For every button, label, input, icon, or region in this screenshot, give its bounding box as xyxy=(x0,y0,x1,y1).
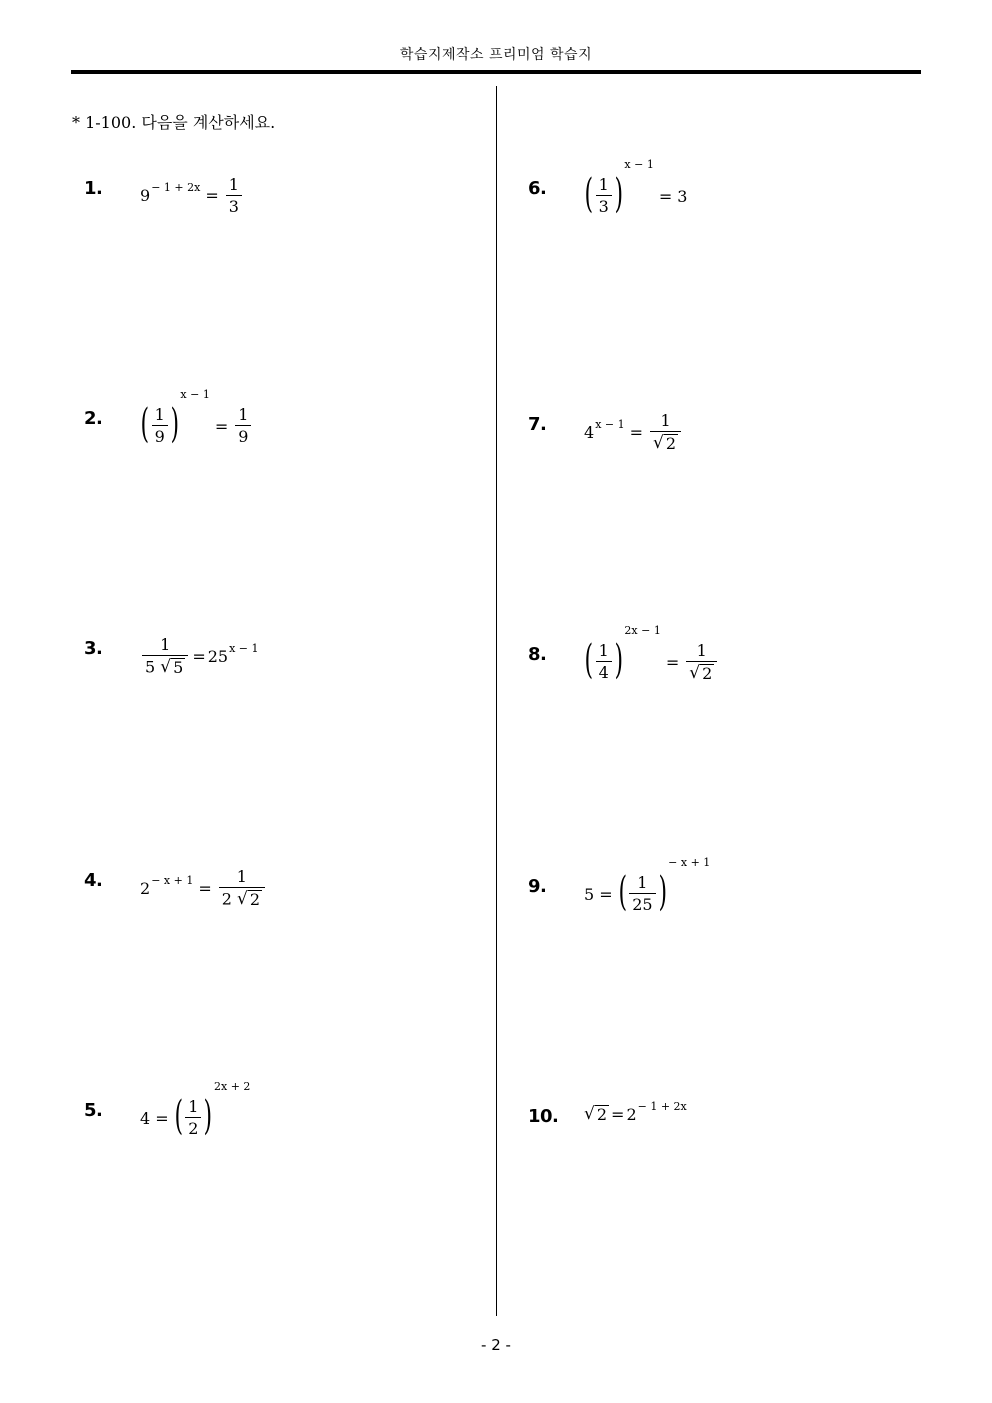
problem-2 xyxy=(84,388,464,486)
problem-number: 7. xyxy=(528,414,547,435)
problem-expression xyxy=(140,636,259,677)
base: 9 xyxy=(140,186,151,206)
problem-expression: ( $\frac{1}{9}$ ) $^{x - 1}$ = $\frac{1}{9}$ xyxy=(140,406,253,446)
problem-number: 9. xyxy=(528,876,547,897)
exponent: 2x + 2 xyxy=(214,1080,251,1093)
problem-number: 3. xyxy=(84,638,103,659)
lhs-value: 4 xyxy=(140,1108,151,1128)
problem-expression: ( $\frac{1}{4}$ ) $^{2x - 1}$ = 1 √ 2 xyxy=(584,642,719,683)
exponent: − 1 + 2x xyxy=(637,1099,687,1113)
problem-3 xyxy=(84,636,464,716)
problem-7 xyxy=(528,412,908,492)
equals-sign: = xyxy=(198,878,212,898)
problem-number: 4. xyxy=(84,870,103,891)
problem-6 xyxy=(528,158,908,256)
exponent: x − 1 xyxy=(229,641,259,655)
equals-sign: = xyxy=(205,186,219,206)
fraction: $\frac{1}{3}$ xyxy=(226,176,242,215)
base: 4 xyxy=(584,422,595,442)
exponent: 2x − 1 xyxy=(624,624,661,638)
problem-number: 8. xyxy=(528,644,547,665)
fraction: $\frac{1}{4}$ xyxy=(596,642,612,681)
exponent: − x + 1 xyxy=(151,873,194,887)
rhs-value: 3 xyxy=(677,186,688,206)
problem-4 xyxy=(84,868,464,948)
problem-number: 1. xyxy=(84,178,103,199)
exponent: − 1 + 2x xyxy=(151,181,201,195)
problem-9 xyxy=(528,856,908,954)
fraction: 1 √ 2 xyxy=(686,642,717,683)
equals-sign: = xyxy=(192,646,206,666)
equals-sign: = xyxy=(155,1108,169,1128)
fraction: $\frac{1}{3}$ xyxy=(596,176,612,215)
column-divider xyxy=(496,86,497,1316)
problem-5 xyxy=(84,1080,464,1178)
problem-8 xyxy=(528,624,908,722)
fraction: 1 2 √ 2 xyxy=(219,868,265,909)
radical: √ 2 xyxy=(584,1104,608,1124)
problem-number: 2. xyxy=(84,408,103,429)
equals-sign: = xyxy=(611,1104,625,1124)
problem-1 xyxy=(84,176,464,256)
base: 2 xyxy=(626,1104,637,1124)
problem-expression xyxy=(140,176,244,215)
fraction: $\frac{1}{25}$ xyxy=(629,874,655,913)
equals-sign: = xyxy=(629,422,644,442)
fraction: $\frac{1}{9}$ xyxy=(235,406,251,445)
equals-sign: = xyxy=(658,186,673,206)
problem-10 xyxy=(528,1099,908,1184)
exponent: x − 1 xyxy=(624,158,654,171)
fraction: $\frac{1}{9}$ xyxy=(152,406,168,445)
problem-number: 10. xyxy=(528,1106,559,1127)
equals-sign: = xyxy=(599,884,613,904)
header-rule xyxy=(71,70,921,74)
exponent: x − 1 xyxy=(595,417,625,431)
problem-expression xyxy=(140,868,267,909)
fraction: $\frac{1}{2}$ xyxy=(185,1098,201,1137)
page-number: - 2 - xyxy=(481,1336,511,1354)
problem-number: 5. xyxy=(84,1100,103,1121)
exponent: x − 1 xyxy=(180,388,210,401)
exponent: − x + 1 xyxy=(668,856,711,869)
problem-expression xyxy=(584,412,683,453)
problem-expression: 5 = ( $\frac{1}{25}$ ) $^{- x + 1}$ xyxy=(584,856,711,915)
base: 2 xyxy=(140,878,151,898)
problem-expression xyxy=(584,1099,687,1124)
fraction: 1 √ 2 xyxy=(650,412,681,453)
problem-expression: ( $\frac{1}{3}$ ) $^{x - 1}$ = 3 xyxy=(584,158,688,217)
fraction: 1 5 √ 5 xyxy=(142,636,188,677)
problem-expression: 4 = ( $\frac{1}{2}$ ) $^{2x + 2}$ xyxy=(140,1080,251,1139)
problem-number: 6. xyxy=(528,178,547,199)
base: 25 xyxy=(207,646,229,666)
lhs-value: 5 xyxy=(584,884,595,904)
page-header-title: 학습지제작소 프리미엄 학습지 xyxy=(399,47,593,63)
equals-sign: = xyxy=(214,416,229,436)
instruction-text: * 1-100. 다음을 계산하세요. xyxy=(72,113,276,132)
equals-sign: = xyxy=(665,652,680,672)
